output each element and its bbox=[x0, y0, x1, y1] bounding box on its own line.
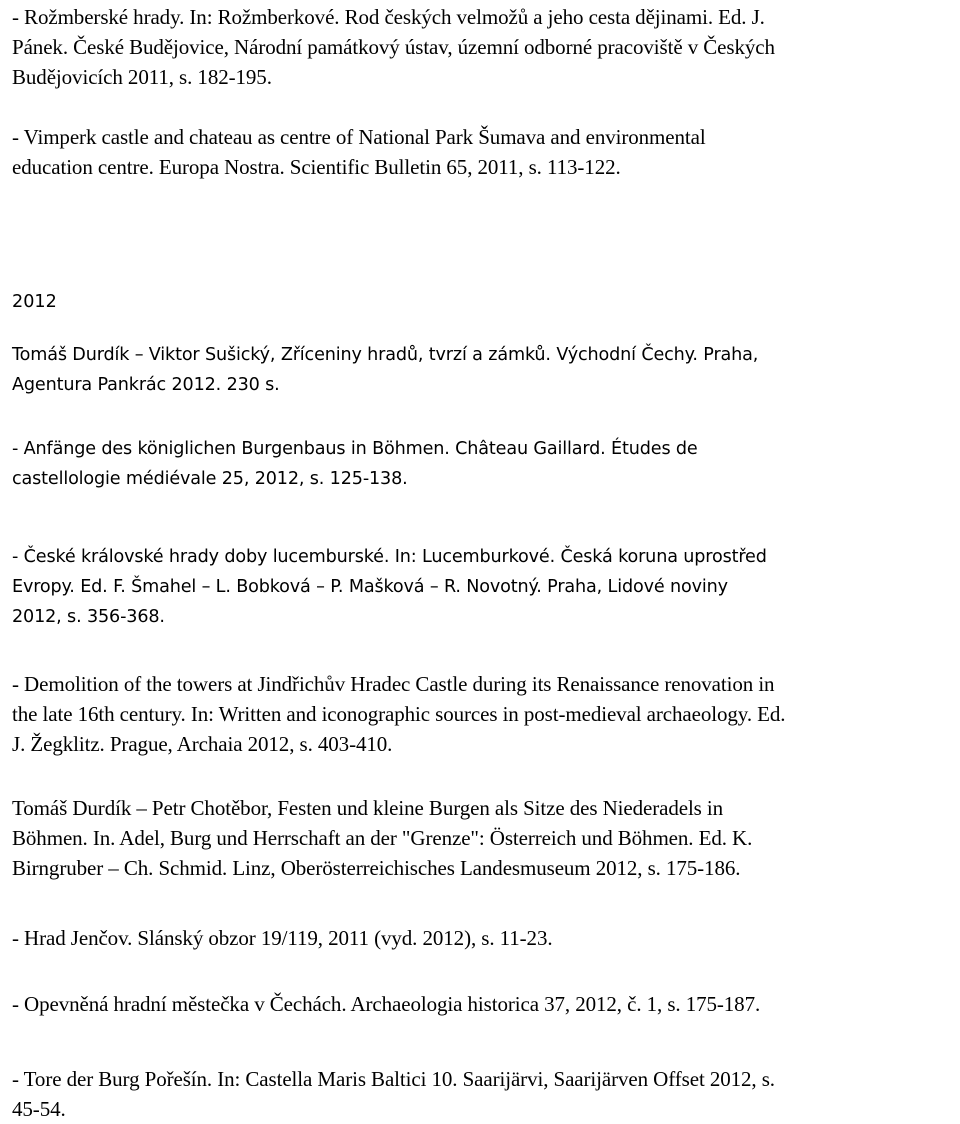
bibliography-entry bbox=[12, 542, 954, 632]
entry-line: - České královské hrady doby lucemburské. In: Lucemburkové. Česká koruna uprostřed bbox=[12, 547, 767, 567]
entry-line: - Rožmberské hrady. In: Rožmberkové. Rod českých velmožů a jeho cesta dějinami. Ed. J. bbox=[12, 5, 765, 29]
entry-line: castellologie médiévale 25, 2012, s. 125-138. bbox=[12, 469, 408, 489]
bibliography-entry bbox=[12, 923, 954, 953]
bibliography-entry bbox=[12, 434, 954, 494]
entry-line: Tomáš Durdík – Petr Chotěbor, Festen und kleine Burgen als Sitze des Niederadels in bbox=[12, 796, 724, 820]
bibliography-entry bbox=[12, 122, 954, 182]
year-heading: 2012 bbox=[12, 292, 57, 312]
bibliography-entry bbox=[12, 989, 954, 1019]
entry-line: Böhmen. In. Adel, Burg und Herrschaft an der "Grenze": Österreich und Böhmen. Ed. K. bbox=[12, 826, 753, 850]
entry-line: the late 16th century. In: Written and iconographic sources in post-medieval archaeology. Ed. bbox=[12, 702, 786, 726]
entry-line: - Vimperk castle and chateau as centre of National Park Šumava and environmental bbox=[12, 125, 706, 149]
entry-line: Budějovicích 2011, s. 182-195. bbox=[12, 65, 272, 89]
bibliography-entry bbox=[12, 2, 954, 92]
entry-line: Pánek. České Budějovice, Národní památkový ústav, územní odborné pracoviště v Českých bbox=[12, 35, 775, 59]
entry-line: Tomáš Durdík – Viktor Sušický, Zříceniny hradů, tvrzí a zámků. Východní Čechy. Praha, bbox=[12, 345, 759, 365]
bibliography-entry bbox=[12, 1064, 954, 1124]
bibliography-entry bbox=[12, 793, 954, 883]
entry-line: 45-54. bbox=[12, 1097, 66, 1121]
bibliography-entry bbox=[12, 669, 954, 759]
entry-line: - Opevněná hradní městečka v Čechách. Archaeologia historica 37, 2012, č. 1, s. 175-187. bbox=[12, 992, 761, 1016]
entry-line: - Demolition of the towers at Jindřichův Hradec Castle during its Renaissance renovation in bbox=[12, 672, 775, 696]
entry-line: - Hrad Jenčov. Slánský obzor 19/119, 2011 (vyd. 2012), s. 11-23. bbox=[12, 926, 553, 950]
entry-line: - Anfänge des königlichen Burgenbaus in Böhmen. Château Gaillard. Études de bbox=[12, 439, 698, 459]
entry-line: Agentura Pankrác 2012. 230 s. bbox=[12, 375, 280, 395]
entry-line: J. Žegklitz. Prague, Archaia 2012, s. 403-410. bbox=[12, 732, 393, 756]
entry-line: - Tore der Burg Pořešín. In: Castella Maris Baltici 10. Saarijärvi, Saarijärven Offset 2012, s. bbox=[12, 1067, 775, 1091]
entry-line: 2012, s. 356-368. bbox=[12, 607, 165, 627]
entry-line: Evropy. Ed. F. Šmahel – L. Bobková – P. Mašková – R. Novotný. Praha, Lidové noviny bbox=[12, 577, 728, 597]
entry-line: education centre. Europa Nostra. Scientific Bulletin 65, 2011, s. 113-122. bbox=[12, 155, 621, 179]
entry-line: Birngruber – Ch. Schmid. Linz, Oberösterreichisches Landesmuseum 2012, s. 175-186. bbox=[12, 856, 741, 880]
bibliography-entry bbox=[12, 340, 954, 400]
